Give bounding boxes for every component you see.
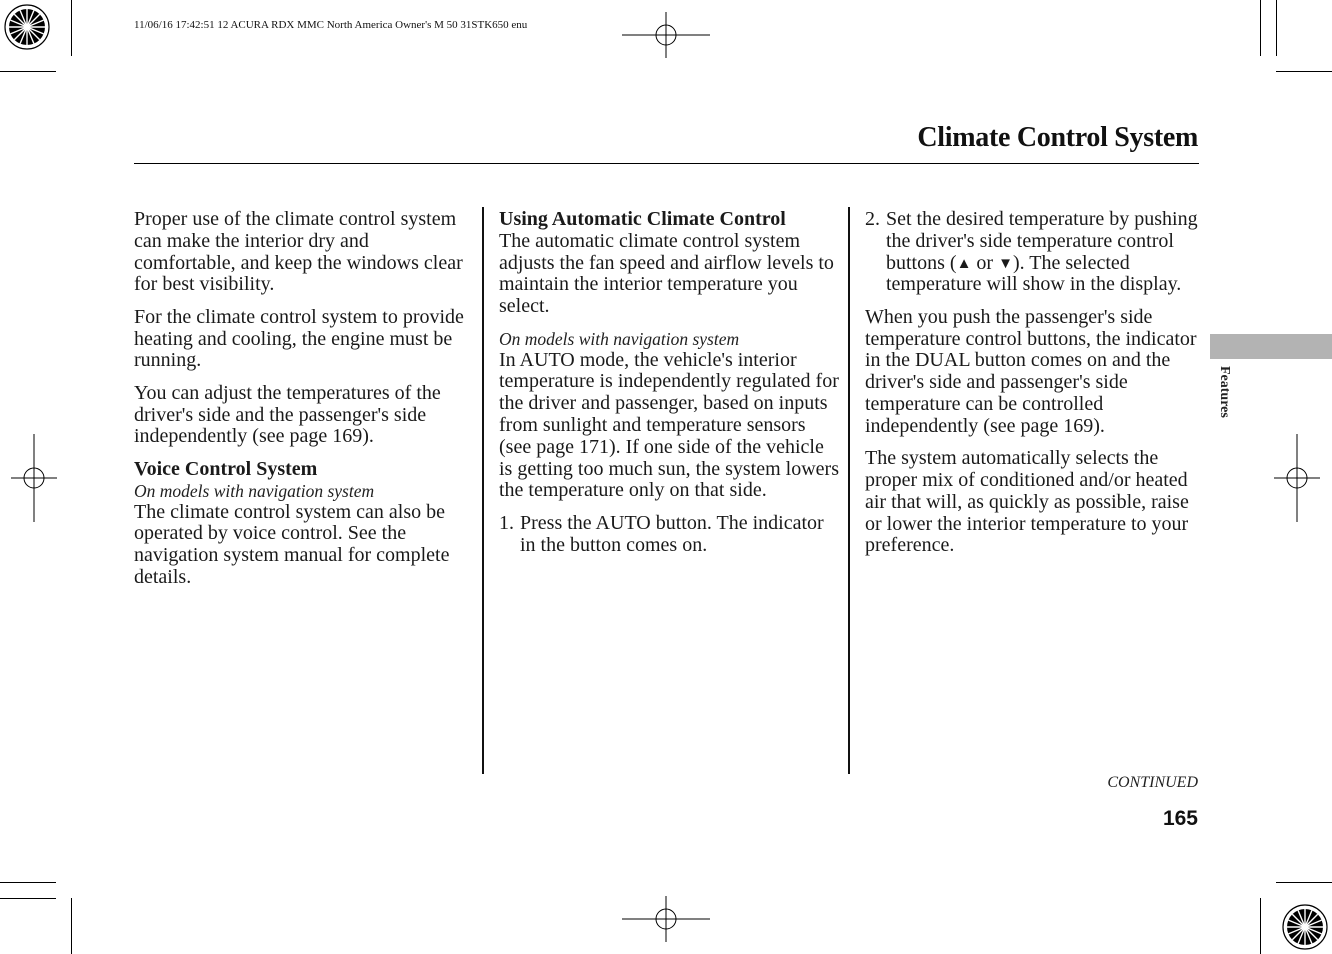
paragraph: The system automatically selects the proper mix of conditioned and/or heated air that will, as quickly as possible, raise or lower the interior temperature to your preference. bbox=[865, 447, 1189, 557]
paragraph: For the climate control system to provide heating and cooling, the engine must be running. bbox=[134, 305, 464, 372]
print-header: 11/06/16 17:42:51 12 ACURA RDX MMC North America Owner's M 50 31STK650 enu bbox=[134, 19, 528, 31]
title-rule bbox=[134, 163, 1199, 164]
crop-mark bbox=[71, 898, 72, 954]
column-divider bbox=[848, 207, 850, 774]
crop-mark bbox=[1260, 898, 1261, 954]
step-number: 1. bbox=[499, 511, 514, 534]
column-2 bbox=[499, 209, 839, 567]
registration-crosshair-icon bbox=[11, 434, 57, 522]
model-note: On models with navigation system bbox=[499, 328, 740, 349]
crop-mark bbox=[0, 882, 56, 883]
registration-sunburst-icon bbox=[1280, 902, 1330, 952]
step-text-part: Set the desired temperature by pushing the driver's side temperature control buttons ( bbox=[886, 208, 1198, 274]
step-text: Press the AUTO button. The indicator in the button comes on. bbox=[520, 511, 824, 556]
column-1 bbox=[134, 209, 474, 599]
paragraph: When you push the passenger's side temperature control buttons, the indicator in the DUAL button comes on and the driver's side and passenger's side temperature can be controlled independently (see page 169). bbox=[865, 305, 1197, 437]
registration-crosshair-icon bbox=[622, 896, 710, 942]
step-number: 2. bbox=[865, 208, 880, 230]
paragraph: The climate control system can also be operated by voice control. See the navigation system manual for complete details. bbox=[134, 500, 450, 588]
crop-mark bbox=[1276, 0, 1277, 56]
registration-crosshair-icon bbox=[1274, 434, 1320, 522]
page-number: 165 bbox=[1162, 807, 1198, 830]
paragraph: In AUTO mode, the vehicle's interior temperature is independently regulated for the driver and passenger, based on inputs from sunlight and temperature sensors (see page 171). If one side of the vehicle is getting too much sun, the system lowers the temperature only on that side. bbox=[499, 348, 839, 502]
crop-mark bbox=[1276, 71, 1332, 72]
numbered-step bbox=[865, 209, 1199, 296]
paragraph: You can adjust the temperatures of the driver's side and the passenger's side independently (see page 169). bbox=[134, 381, 441, 448]
step-text-part: ). The selected temperature will show in the display. bbox=[886, 251, 1182, 296]
registration-crosshair-icon bbox=[622, 12, 710, 58]
column-divider bbox=[482, 207, 484, 774]
crop-mark bbox=[71, 0, 72, 56]
up-triangle-icon: ▲ bbox=[956, 255, 972, 272]
down-triangle-icon: ▼ bbox=[998, 255, 1013, 272]
step-text bbox=[886, 209, 1199, 296]
continued-label: CONTINUED bbox=[1107, 774, 1198, 791]
section-heading: Using Automatic Climate Control bbox=[499, 208, 786, 230]
numbered-step bbox=[499, 513, 839, 557]
step-text-part: or bbox=[971, 251, 999, 274]
crop-mark bbox=[0, 898, 56, 899]
column-3 bbox=[865, 209, 1199, 568]
crop-mark bbox=[1276, 882, 1332, 883]
crop-mark bbox=[1260, 0, 1261, 56]
section-heading: Voice Control System bbox=[134, 457, 318, 480]
paragraph: The automatic climate control system adjusts the fan speed and airflow levels to maintain the interior temperature you select. bbox=[499, 229, 834, 318]
section-tab bbox=[1210, 334, 1332, 359]
registration-sunburst-icon bbox=[2, 2, 52, 52]
page-title: Climate Control System bbox=[917, 122, 1198, 153]
section-tab-label: Features bbox=[1217, 366, 1232, 418]
model-note: On models with navigation system bbox=[134, 480, 375, 501]
crop-mark bbox=[0, 71, 56, 72]
paragraph: Proper use of the climate control system can make the interior dry and comfortable, and keep the windows clear for best visibility. bbox=[134, 208, 463, 296]
